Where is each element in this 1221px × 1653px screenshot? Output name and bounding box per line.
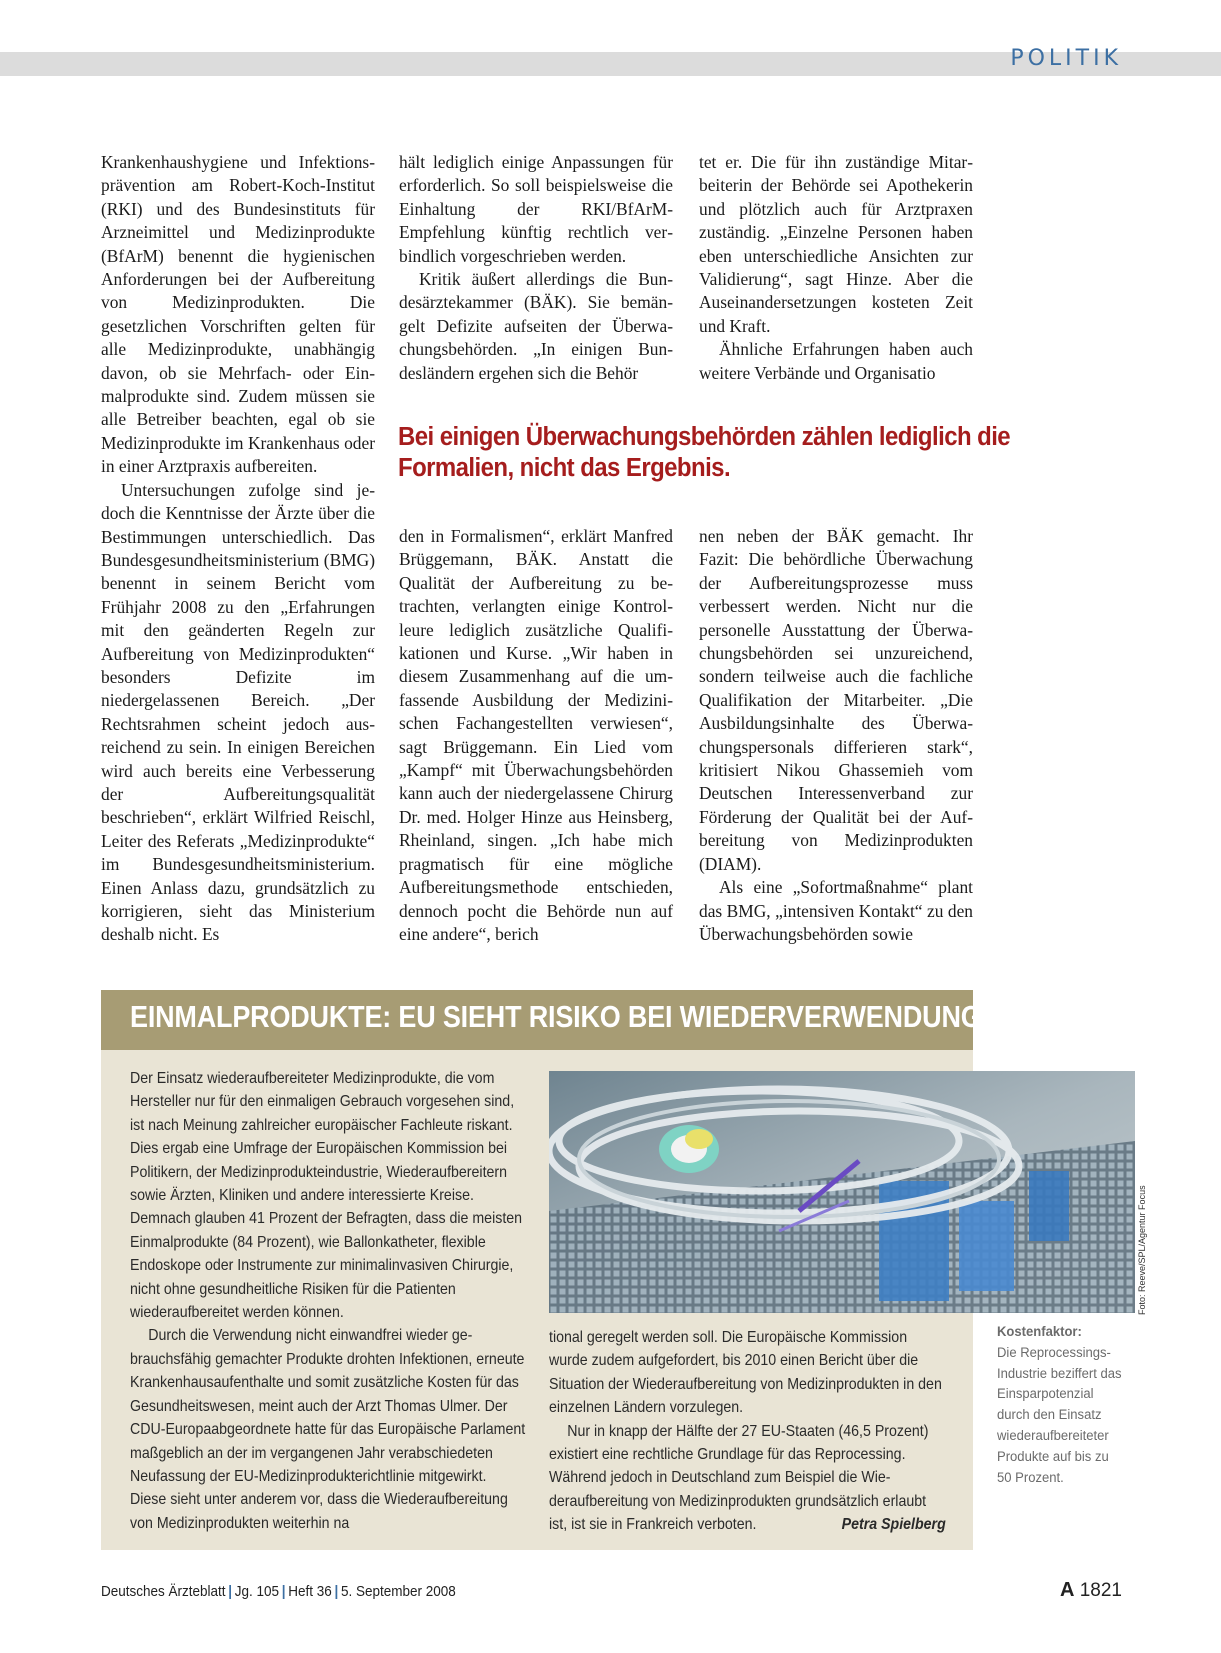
- section-label: POLITIK: [1010, 46, 1122, 71]
- divider: |: [334, 1583, 339, 1600]
- info-box-title: EINMALPRODUKTE: EU SIEHT RISIKO BEI WIEDERVERWENDUNG: [130, 999, 982, 1034]
- paragraph: den in Formalismen“, erklärt Manfred Brüggemann, BÄK. Anstatt die Qualität der Aufbereitung zu betrachten, verlangten einige Kontrolleure lediglich zusätzliche Qualifikationen und Kurse. „Wir haben in diesem Zusammenhang auf die umfassende Ausbildung der Medizinischen Fachangestellten verwiesen“, sagt Brüggemann. Ein Lied vom „Kampf“ mit Überwachungsbehörden kann auch der niedergelassene Chirurg Dr. med. Holger Hinze aus Heinsberg, Rheinland, singen. „Ich habe mich pragmatisch für eine mögliche Aufbereitungsmethode entschieden, dennoch pocht die Behörde nun auf eine andere“, berich: [399, 526, 673, 944]
- paragraph: Durch die Verwendung nicht einwandfrei wieder gebrauchsfähig gemachter Produkte drohten Infektionen, erneute Krankenhausaufenthalte und somit zusätzliche Kosten für das Gesundheitswesen, meint auch der Arzt Thomas Ulmer. Der CDU-Europaabgeordnete hatte für das Europäische Parlament maßgeblich an der im vergangenen Jahr verabschiedeten Neufassung der EU-Medizinprodukterichtlinie mitgewirkt. Diese sieht unter anderem vor, dass die Wiederaufbereitung von Medizinprodukten weiterhin na: [130, 1327, 526, 1532]
- journal-name: Deutsches Ärzteblatt: [101, 1583, 226, 1600]
- divider: |: [228, 1583, 233, 1600]
- paragraph: tet er. Die für ihn zuständige Mitarbeiterin der Behörde sei Apothekerin und plötzlich auch für Arztpraxen zuständig. „Einzelne Personen haben eben unterschiedliche Ansichten zur Validierung“, sagt Hinze. Aber die Auseinandersetzungen kosteten Zeit und Kraft.: [699, 152, 973, 336]
- article-column-3-top: [699, 151, 973, 385]
- page-number-value: 1821: [1079, 1580, 1122, 1601]
- paragraph: Der Einsatz wiederaufbereiteter Medizinprodukte, die vom Hersteller nur für den einmaligen Gebrauch vorgesehen sind, ist nach Meinung zahlreicher europäischer Fachleute riskant. Dies ergab eine Umfrage der Europäischen Kommission bei Politikern, der Medizinprodukteindustrie, Wiederaufbereitern sowie Ärzten, Kliniken und andere interessierte Kreise. Demnach glauben 41 Prozent der Befragten, dass die meisten Einmalprodukte (84 Prozent), wie Ballonkatheter, flexible Endoskope oder Instrumente zur minimalinvasiven Chirurgie, nicht ohne gesundheitliche Risiken für die Patienten wiederaufbereitet werden können.: [130, 1070, 523, 1322]
- paragraph: nen neben der BÄK gemacht. Ihr Fazit: Die behördliche Überwachung der Aufbereitungsprozesse muss verbessert werden. Nicht nur die personelle Ausstattung der Überwachungsbehörden sei unzureichend, sondern teilweise auch die fachliche Qualifikation der Mitarbeiter. „Die Ausbildungsinhalte des Überwachungspersonals differieren stark“, kritisiert Nikou Ghassemieh vom Deutschen Interessenverband zur Förderung der Qualität bei der Aufbereitung von Medizinprodukten (DIAM).: [699, 526, 973, 874]
- footer-citation: [101, 1583, 456, 1600]
- issue-date: 5. September 2008: [340, 1583, 456, 1600]
- catheter-photo: [549, 1071, 1135, 1313]
- article-column-1: [101, 151, 375, 947]
- page-prefix: A: [1059, 1579, 1075, 1601]
- issue: Heft 36: [288, 1583, 332, 1600]
- caption-title: Kostenfaktor:: [997, 1324, 1082, 1340]
- paragraph: Als eine „Sofortmaßnahme“ plant das BMG, „intensiven Kontakt“ zu den Überwachungsbehörden sowie: [699, 877, 973, 944]
- paragraph: Ähnliche Erfahrungen haben auch weitere Verbände und Organisatio: [699, 339, 973, 383]
- caption-text: Die Reprocessings-Industrie beziffert das Einsparpotenzial durch den Einsatz wiederaufbereiteter Produkte auf bis zu 50 Prozent.: [997, 1344, 1122, 1486]
- volume: Jg. 105: [234, 1583, 280, 1600]
- paragraph-text: Nur in knapp der Hälfte der 27 EU-Staaten (46,5 Prozent) existiert eine rechtliche Grundlage für das Reprocessing. Während jedoch in Deutschland zum Beispiel die Wiederaufbereitung von Medizinprodukten grundsätzlich erlaubt ist, ist sie in Frankreich verboten.: [549, 1422, 929, 1534]
- paragraph: hält lediglich einige Anpassungen für erforderlich. So soll beispielsweise die Einhaltung der RKI/BfArM-Empfehlung künftig rechtlich verbindlich vorgeschrieben werden.: [399, 152, 673, 266]
- page-number: [1060, 1579, 1122, 1602]
- paragraph: Untersuchungen zufolge sind jedoch die Kenntnisse der Ärzte über die Bestimmungen unterschiedlich. Das Bundesgesundheitsministerium (BMG) benennt in seinem Bericht vom Frühjahr 2008 zu den „Erfahrungen mit den geänderten Regeln zur Aufbereitung von Medizinprodukten“ besonders Defizite im niedergelassenen Bereich. „Der Rechtsrahmen scheint jedoch ausreichend zu sein. In einigen Bereichen wird auch bereits eine Verbesserung der Aufbereitungsqualität beschrieben“, erklärt Wilfried Reischl, Leiter des Referats „Medizinprodukte“ im Bundesgesundheitsministerium. Einen Anlass dazu, grundsätzlich zu korrigieren, sieht das Ministerium deshalb nicht. Es: [101, 479, 375, 945]
- info-box-column-left: [130, 1067, 526, 1535]
- paragraph: Kritik äußert allerdings die Bundesärztekammer (BÄK). Sie bemängelt Defizite aufseiten der Überwachungsbehörden. „In einigen Bundesländern ergehen sich die Behör: [399, 269, 673, 383]
- article-column-2-top: [399, 151, 673, 385]
- article-column-2-bottom: [399, 525, 673, 946]
- article-column-3-bottom: [699, 525, 973, 946]
- author-name: Petra Spielberg: [841, 1516, 946, 1534]
- paragraph: Krankenhaushygiene und Infektionsprävention am Robert-Koch-Institut (RKI) und des Bundesinstituts für Arzneimittel und Medizinprodukte (BfArM) benennt die hygienischen Anforderungen bei der Aufbereitung von Medizinprodukten. Die gesetzlichen Vorschriften gelten für alle Medizinprodukte, unabhängig davon, ob sie Mehrfach- oder Einmalprodukte sind. Zudem müssen sie alle Betreiber beachten, egal ob sie Medizinprodukte im Krankenhaus oder in einer Arztpraxis aufbereiten.: [101, 152, 375, 477]
- info-box-column-right: [549, 1326, 946, 1537]
- photo-credit: Foto: Reeve/SPL/Agentur Focus: [1137, 1185, 1147, 1315]
- pull-quote: Bei einigen Überwachungsbehörden zählen lediglich die Formalien, nicht das Ergebnis.: [398, 423, 1011, 482]
- photo-caption: [997, 1322, 1126, 1488]
- paragraph: [549, 1420, 946, 1537]
- divider: |: [281, 1583, 286, 1600]
- paragraph: tional geregelt werden soll. Die Europäische Kommission wurde zudem aufgefordert, bis 2010 einen Bericht über die Situation der Wiederaufbereitung von Medizinprodukten in den einzelnen Ländern vorzulegen.: [549, 1329, 942, 1417]
